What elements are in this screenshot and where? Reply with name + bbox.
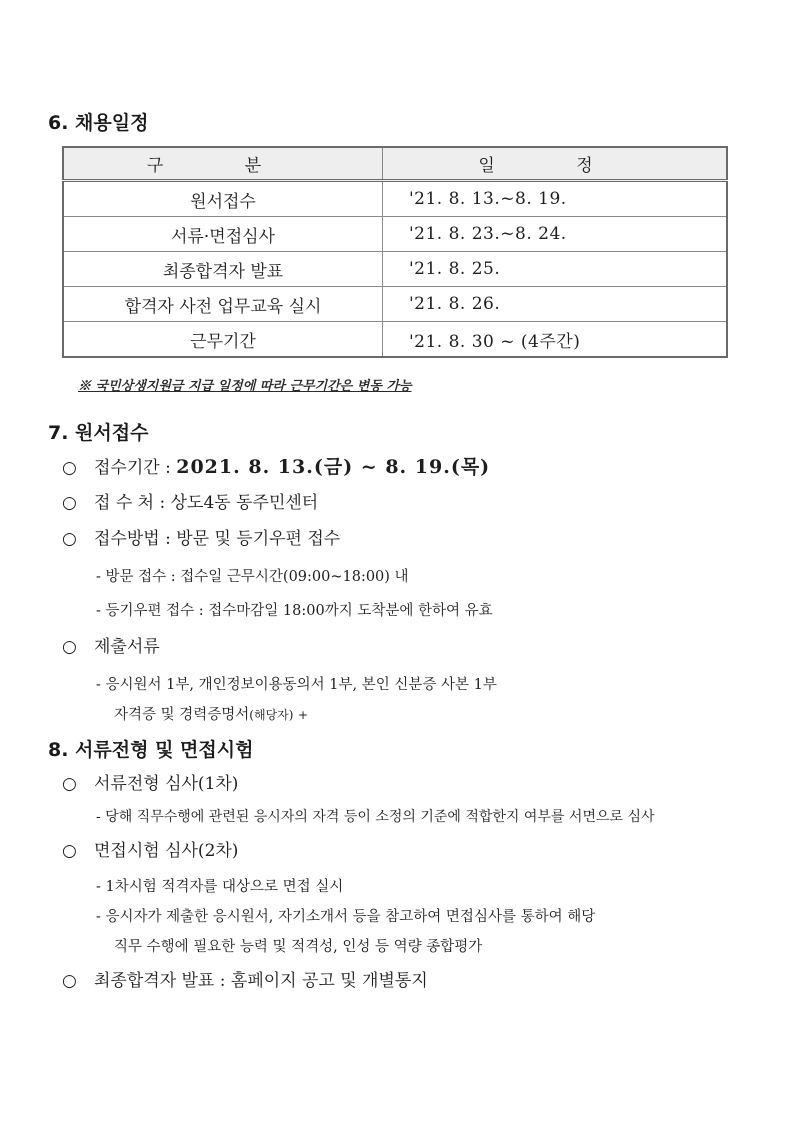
method-visit: - 방문 접수 : 접수일 근무시간(09:00~18:00) 내 [96,569,409,585]
period-label: 접수기간 : [94,458,171,478]
bullet-mark: ○ [62,458,77,478]
docs-line-2-plus: + [298,708,309,722]
row-date: '21. 8. 26. [383,287,728,322]
place-line [62,488,318,513]
row-label: 근무기간 [63,322,383,358]
bullet-mark: ○ [62,493,77,513]
step1-line [62,769,238,794]
section-6-title: 6. 채용일정 [48,112,149,134]
step1-item: - 당해 직무수행에 관련된 응시자의 자격 등이 소정의 기준에 적합한지 여부를 서면으로 심사 [96,809,655,825]
schedule-table [62,146,728,358]
step2-item-2-cont: 직무 수행에 필요한 능력 및 적격성, 인성 등 역량 종합평가 [114,939,483,955]
step2-text: 면접시험 심사(2차) [94,841,239,861]
final-line [62,966,428,991]
header-category: 구 분 [63,147,383,181]
bullet-mark: ○ [62,637,77,657]
table-row [63,252,727,287]
docs-title: 제출서류 [94,637,160,657]
method-text: 접수방법 : 방문 및 등기우편 접수 [94,529,341,549]
section-8-title: 8. 서류전형 및 면접시험 [48,739,254,761]
row-label: 서류·면접심사 [63,217,383,252]
table-row [63,322,727,358]
row-date: '21. 8. 23.~8. 24. [383,217,728,252]
step2-item-1: - 1차시험 적격자를 대상으로 면접 실시 [96,879,344,895]
place-text: 접 수 처 : 상도4동 동주민센터 [94,493,319,513]
step1-text: 서류전형 심사(1차) [94,774,239,794]
step2-line [62,836,238,861]
table-header-row [63,147,727,181]
table-row [63,287,727,322]
docs-line-2-note: (해당자) [249,708,294,722]
row-date: '21. 8. 25. [383,252,728,287]
period-value: 2021. 8. 13.(금) ~ 8. 19.(목) [176,456,491,478]
bullet-mark: ○ [62,841,77,861]
bullet-mark: ○ [62,971,77,991]
table-row [63,217,727,252]
final-text: 최종합격자 발표 : 홈페이지 공고 및 개별통지 [94,971,428,991]
header-schedule: 일 정 [383,147,728,181]
row-date: '21. 8. 30 ~ (4주간) [383,322,728,358]
bullet-mark: ○ [62,774,77,794]
row-date: '21. 8. 13.~8. 19. [383,181,728,217]
docs-line-2: 자격증 및 경력증명서(해당자) + [114,707,309,723]
docs-line-1: - 응시원서 1부, 개인정보이용동의서 1부, 본인 신분증 사본 1부 [96,677,497,693]
period-line [62,452,490,479]
schedule-note: ※ 국민상생지원금 지급 일정에 따라 근무기간은 변동 가능 [78,379,412,394]
row-label: 최종합격자 발표 [63,252,383,287]
row-label: 합격자 사전 업무교육 실시 [63,287,383,322]
table-row [63,181,727,217]
step2-item-2: - 응시자가 제출한 응시원서, 자기소개서 등을 참고하여 면접심사를 통하여 해당 [96,909,596,925]
bullet-mark: ○ [62,529,77,549]
section-7-title: 7. 원서접수 [48,422,149,444]
row-label: 원서접수 [63,181,383,217]
method-line [62,524,340,549]
docs-title-line [62,632,160,657]
method-mail: - 등기우편 접수 : 접수마감일 18:00까지 도착분에 한하여 유효 [96,603,493,619]
